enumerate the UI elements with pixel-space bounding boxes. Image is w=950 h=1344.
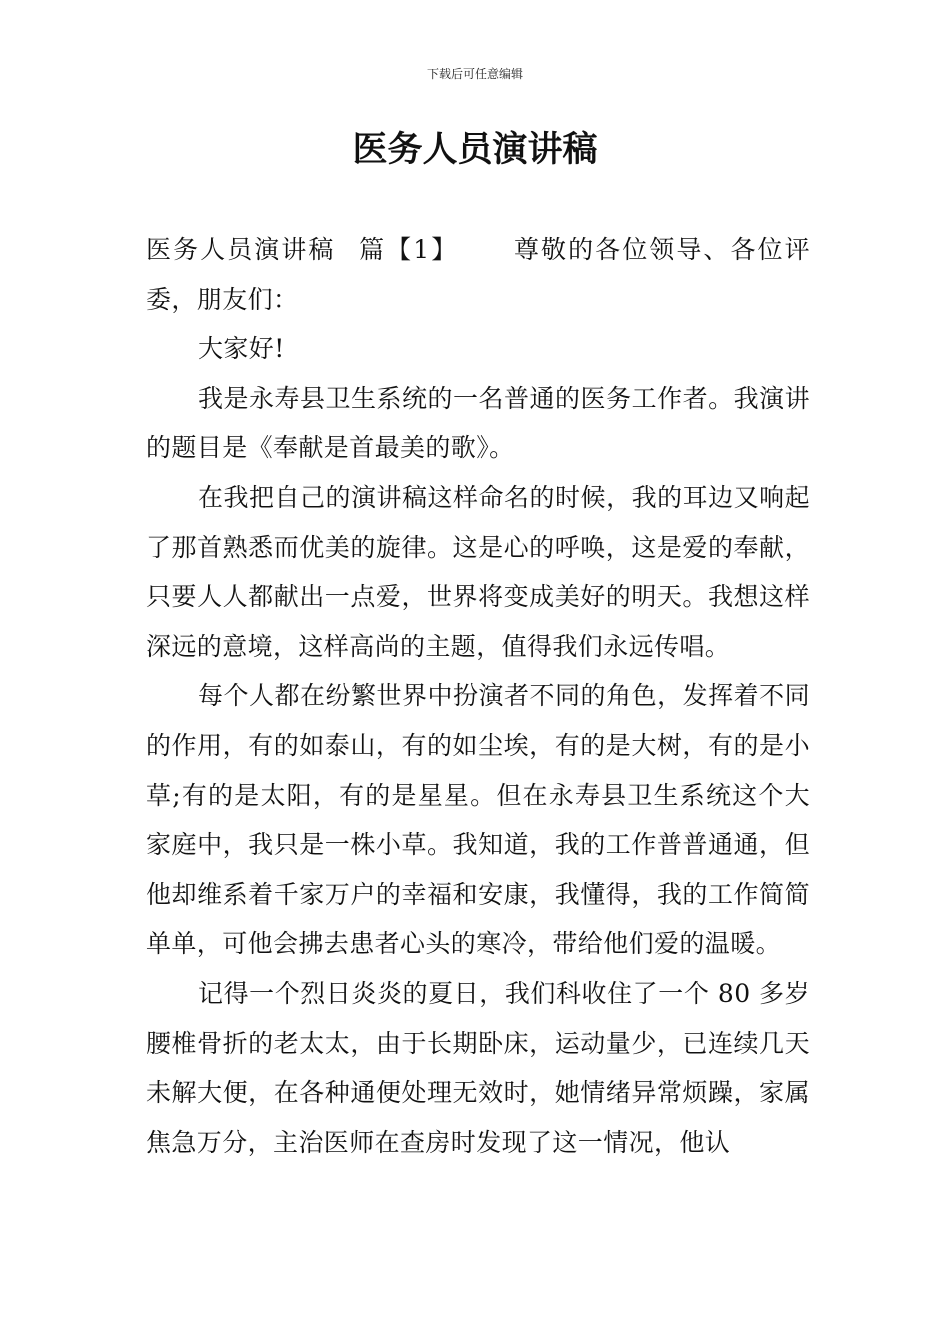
document-body — [146, 225, 810, 1167]
paragraph-greeting: 大家好! — [198, 334, 285, 364]
header-note: 下载后可任意编辑 — [426, 67, 523, 81]
paragraph-role: 每个人都在纷繁世界中扮演者不同的角色，发挥着不同的作用，有的如泰山，有的如尘埃，有的是大树，有的是小草;有的是太阳，有的是星星。但在永寿县卫生系统这个大家庭中，我只是一株小草。我知道，我的工作普普通通，但他却维系着千家万户的幸福和安康，我懂得，我的工作简简单单，可他会拂去患者心头的寒冷，带给他们爱的温暖。 — [146, 681, 810, 959]
opening-part-number: 篇【1】 — [357, 235, 459, 264]
paragraph-story: 记得一个烈日炎炎的夏日，我们科收住了一个 80 多岁腰椎骨折的老太太，由于长期卧床，运动量少，已连续几天未解大便，在各种通便处理无效时，她情绪异常烦躁，家属焦急万分，主治医师在查房时发现了这一情况，他认 — [146, 978, 810, 1157]
paragraph-introduction: 我是永寿县卫生系统的一名普通的医务工作者。我演讲的题目是《奉献是首最美的歌》。 — [146, 383, 810, 463]
opening-greeting: 尊敬的各位领导、各位评委，朋友们： — [146, 235, 810, 314]
paragraph-theme: 在我把自己的演讲稿这样命名的时候，我的耳边又响起了那首熟悉而优美的旋律。这是心的呼唤，这是爱的奉献，只要人人都献出一点爱，世界将变成美好的明天。我想这样深远的意境，这样高尚的主题，值得我们永远传唱。 — [146, 482, 810, 661]
opening-heading: 医务人员演讲稿 — [146, 235, 336, 264]
document-title: 医务人员演讲稿 — [352, 130, 598, 170]
opening-line — [146, 225, 810, 324]
